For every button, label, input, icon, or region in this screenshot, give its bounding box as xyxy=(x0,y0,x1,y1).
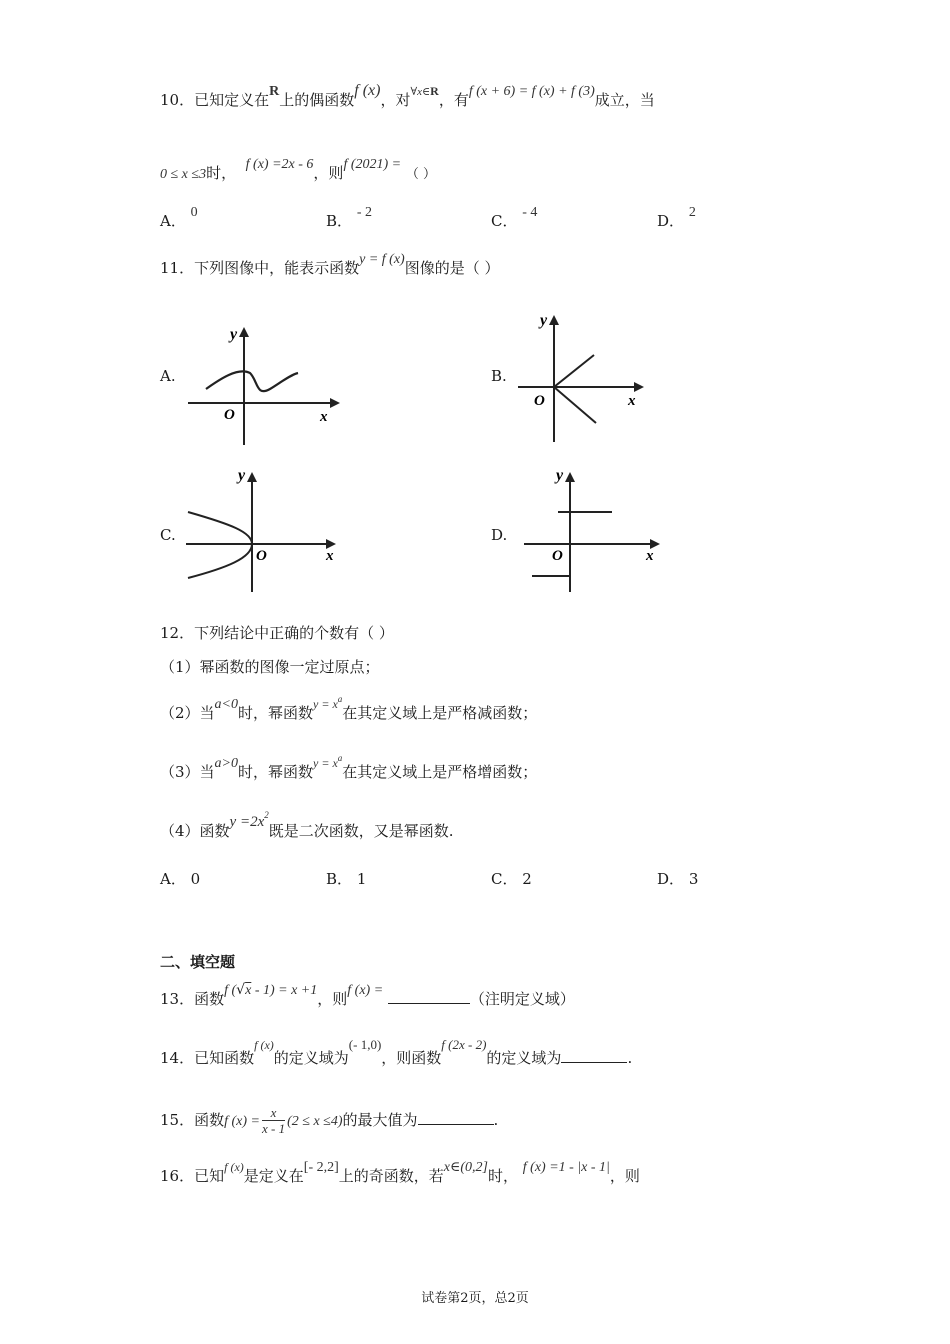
q12-number: 12． xyxy=(160,624,195,642)
q10-line1: 10．已知定义在R上的偶函数f (x)，对$^{\forall x\in R}$，有f (x + 6) = f (x) + f (3)成立，当 xyxy=(160,82,655,109)
graph-a-curve xyxy=(206,371,298,391)
q13: 13．函数f (√x - 1) = x +1，则f (x) = （注明定义域） xyxy=(160,982,575,1008)
graph-d-x-label: x xyxy=(646,548,654,564)
q14-number: 14． xyxy=(160,1049,195,1067)
q10-option-c[interactable]: C． - 4 xyxy=(491,205,538,230)
page-footer: 试卷第2页，总2页 xyxy=(421,1291,529,1306)
graph-b-ray-up xyxy=(554,355,594,387)
graph-c-y-label: y xyxy=(238,467,246,484)
graph-b-label[interactable]: B. xyxy=(491,367,507,385)
graph-d-y-arrow xyxy=(565,472,575,482)
q12-option-b[interactable]: B． 1 xyxy=(326,870,367,888)
q11-number: 11． xyxy=(160,259,195,277)
q12-statement-1: （1）幂函数的图像一定过原点； xyxy=(160,658,380,676)
q12-stem: 12．下列结论中正确的个数有（ ） xyxy=(160,624,394,642)
graph-d-origin: O xyxy=(552,548,563,564)
q15-number: 15． xyxy=(160,1111,195,1129)
graph-c[interactable] xyxy=(180,462,350,597)
q14-answer-blank[interactable] xyxy=(561,1048,627,1063)
graph-b-y-arrow xyxy=(549,315,559,325)
graph-a-x-label: x xyxy=(320,409,328,425)
q14: 14．已知函数$^{f (x)}$的定义域为(- 1,0)，则函数f (2x - 2)的定义域为 . xyxy=(160,1037,633,1067)
graph-d[interactable] xyxy=(520,462,670,597)
graph-d-label[interactable]: D. xyxy=(491,526,508,544)
q12-statement-4: （4）函数$y =2x^2$既是二次函数，又是幂函数. xyxy=(160,810,454,840)
graph-b-ray-down xyxy=(554,387,596,423)
graph-a-label[interactable]: A. xyxy=(160,367,176,385)
q16-number: 16． xyxy=(160,1167,195,1185)
graph-a-y-arrow xyxy=(239,327,249,337)
q12-option-a[interactable]: A． 0 xyxy=(160,870,201,888)
graph-b-y-label: y xyxy=(540,312,548,329)
sqrt-sign-icon: √ xyxy=(236,982,246,998)
q15-answer-blank[interactable] xyxy=(418,1110,494,1125)
graph-c-y-arrow xyxy=(247,472,257,482)
q10-number: 10． xyxy=(160,91,195,109)
graph-c-x-label: x xyxy=(326,548,334,564)
graph-b[interactable] xyxy=(510,307,660,447)
graph-c-label[interactable]: C. xyxy=(160,526,176,544)
q12-statement-2: （2）当a<0时，幂函数$^{y = xa}$在其定义域上是严格减函数； xyxy=(160,694,538,722)
q13-answer-blank[interactable] xyxy=(388,989,470,1004)
q16: 16．已知$^{f (x)}$是定义在[- 2,2]上的奇函数，若x∈(0,2]时， f (x) =1 - |x - 1|，则 xyxy=(160,1160,640,1185)
q10-option-b[interactable]: B． - 2 xyxy=(326,205,372,230)
graph-a-origin: O xyxy=(224,407,235,423)
graph-b-origin: O xyxy=(534,393,545,409)
q15: 15．函数f (x) = $\frac{x}{x - 1}$ (2 ≤ x ≤4)的最大值为 . xyxy=(160,1105,499,1136)
graph-b-x-arrow xyxy=(634,382,644,392)
q12-option-d[interactable]: D． 3 xyxy=(657,870,699,888)
q10-option-d[interactable]: D． 2 xyxy=(657,205,696,230)
q11-stem: 11．下列图像中，能表示函数y = f (x)图像的是（ ） xyxy=(160,252,500,277)
q12-statement-3: （3）当a>0时，幂函数$^{y = xa}$在其定义域上是严格增函数； xyxy=(160,753,538,781)
graph-c-origin: O xyxy=(256,548,267,564)
graph-a-x-arrow xyxy=(330,398,340,408)
q12-option-c[interactable]: C． 2 xyxy=(491,870,532,888)
graph-a[interactable] xyxy=(180,315,340,450)
graph-a-y-label: y xyxy=(230,326,238,343)
graph-b-x-label: x xyxy=(628,393,636,409)
section-title-fill-in: 二、填空题 xyxy=(160,953,236,971)
q10-option-a[interactable]: A． 0 xyxy=(160,205,198,230)
graph-d-y-label: y xyxy=(556,467,564,484)
q13-number: 13． xyxy=(160,990,195,1008)
q10-line2: 0 ≤ x ≤3时， f (x) =2x - 6，则f (2021) = （ ） xyxy=(160,157,437,182)
q15-fraction: $\frac{x}{x - 1}$ xyxy=(261,1105,286,1136)
